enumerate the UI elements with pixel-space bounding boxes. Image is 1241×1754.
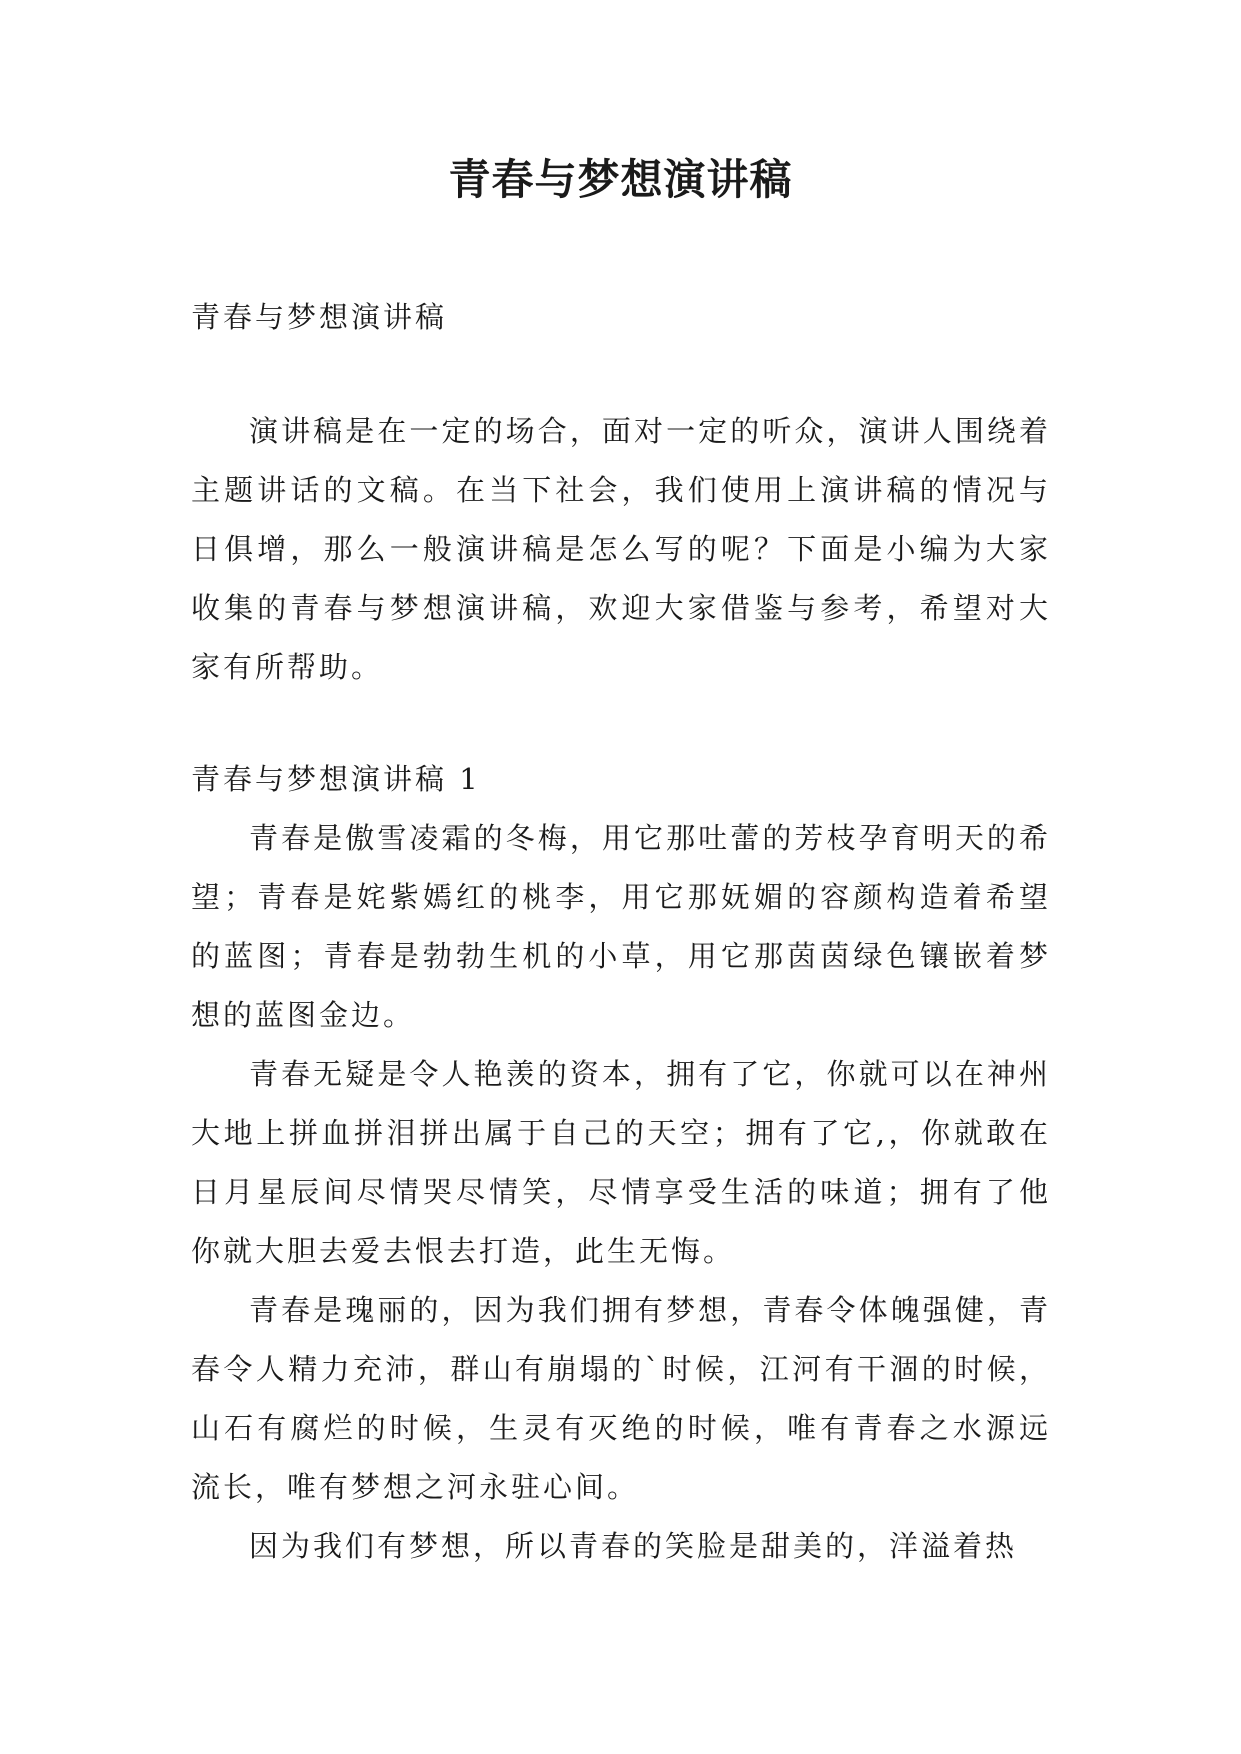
- intro-block: [191, 402, 1051, 697]
- section-1-heading: 青春与梦想演讲稿 1: [191, 762, 481, 796]
- document-title: 青春与梦想演讲稿: [448, 155, 793, 204]
- section-1-paragraph-4: 因为我们有梦想，所以青春的笑脸是甜美的，洋溢着热: [249, 1529, 1018, 1563]
- section-1: [191, 750, 1051, 1576]
- subtitle-text: 青春与梦想演讲稿: [191, 300, 448, 334]
- section-1-paragraph-3: 青春是瑰丽的，因为我们拥有梦想，青春令体魄强健，青春令人精力充沛，群山有崩塌的`时候，江河有干涸的时候，山石有腐烂的时候，生灵有灭绝的时候，唯有青春之水源远流长，唯有梦想之河永驻心间。: [191, 1293, 1051, 1504]
- document-subtitle: [191, 288, 1051, 347]
- intro-paragraph: 演讲稿是在一定的场合，面对一定的听众，演讲人围绕着主题讲话的文稿。在当下社会，我们使用上演讲稿的情况与日俱增，那么一般演讲稿是怎么写的呢？下面是小编为大家收集的青春与梦想演讲稿，欢迎大家借鉴与参考，希望对大家有所帮助。: [191, 414, 1051, 684]
- section-1-paragraph-2: 青春无疑是令人艳羡的资本，拥有了它，你就可以在神州大地上拼血拼泪拼出属于自己的天空；拥有了它,，你就敢在日月星辰间尽情哭尽情笑，尽情享受生活的味道；拥有了他你就大胆去爱去恨去打造，此生无悔。: [191, 1057, 1051, 1268]
- section-1-paragraph-1: 青春是傲雪凌霜的冬梅，用它那吐蕾的芳枝孕育明天的希望；青春是姹紫嫣红的桃李，用它那妩媚的容颜构造着希望的蓝图；青春是勃勃生机的小草，用它那茵茵绿色镶嵌着梦想的蓝图金边。: [191, 821, 1051, 1032]
